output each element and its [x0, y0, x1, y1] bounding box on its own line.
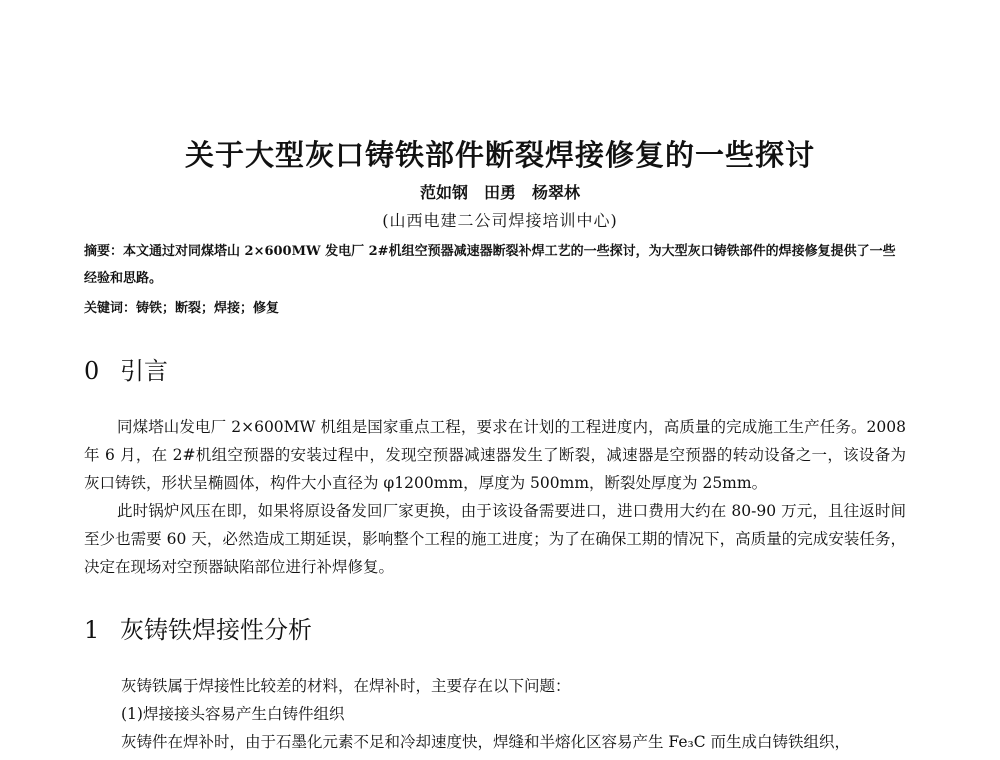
keywords: 关键词：铸铁；断裂；焊接；修复: [84, 301, 280, 316]
section-heading-weldability: [84, 610, 312, 645]
analysis-list-item-1: (1)焊接接头容易产生白铸件组织: [121, 705, 345, 723]
intro-paragraph-1: 同煤塔山发电厂 2×600MW 机组是国家重点工程，要求在计划的工程进度内，高质量的完成施工生产任务。2008 年 6 月，在 2#机组空预器的安装过程中，发现空预器减速器发生了断裂，减速器是空预器的转动设备之一，该设备为灰口铸铁，形状呈椭圆体，构件大小直径为 φ1200mm，厚度为 500mm，断裂处厚度为 25mm。: [84, 418, 906, 492]
affiliation: (山西电建二公司焊接培训中心): [382, 211, 618, 230]
intro-paragraph-2: 此时锅炉风压在即，如果将原设备发回厂家更换，由于该设备需要进口，进口费用大约在 80-90 万元，且往返时间至少也需要 60 天，必然造成工期延误，影响整个工程的施工进度；为了在确保工期的情况下，高质量的完成安装任务，决定在现场对空预器缺陷部位进行补焊修复。: [84, 502, 906, 576]
abstract: 摘要：本文通过对同煤塔山 2×600MW 发电厂 2#机组空预器减速器断裂补焊工艺的一些探讨，为大型灰口铸铁部件的焊接修复提供了一些经验和思路。: [84, 244, 896, 286]
analysis-paragraph-1: 灰铸铁属于焊接性比较差的材料，在焊补时，主要存在以下问题：: [121, 677, 571, 695]
section-title: 灰铸铁焊接性分析: [120, 616, 312, 644]
section-number: 0: [84, 357, 100, 385]
section-heading-introduction: [84, 351, 168, 386]
analysis-paragraph-2: 灰铸件在焊补时，由于石墨化元素不足和冷却速度快，焊缝和半熔化区容易产生 Fe₃C 而生成白铸铁组织，: [121, 733, 851, 751]
section-title: 引言: [120, 357, 168, 385]
section-number: 1: [84, 616, 100, 644]
paper-title: 关于大型灰口铸铁部件断裂焊接修复的一些探讨: [184, 138, 815, 172]
authors: 范如钢 田勇 杨翠林: [419, 183, 580, 202]
